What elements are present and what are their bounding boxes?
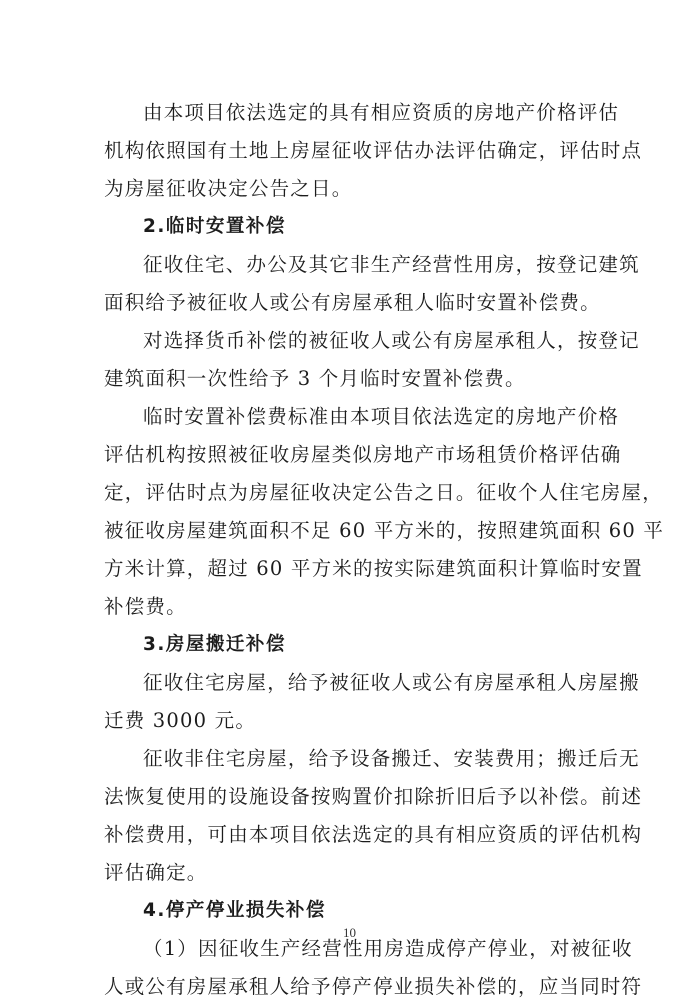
document-body xyxy=(104,94,665,1006)
section-heading: 2.临时安置补偿 xyxy=(143,216,286,237)
section-heading: 4.停产停业损失补偿 xyxy=(143,900,326,921)
paragraph-line: 由本项目依法选定的具有相应资质的房地产价格评估 xyxy=(143,101,620,124)
paragraph-line: 定，评估时点为房屋征收决定公告之日。征收个人住宅房屋， xyxy=(104,481,663,504)
page-number: 10 xyxy=(343,925,356,940)
paragraph-line: 方米计算，超过 60 平方米的按实际建筑面积计算临时安置 xyxy=(104,557,643,580)
paragraph-line: 补偿费。 xyxy=(104,595,187,618)
paragraph-line: 征收住宅、办公及其它非生产经营性用房，按登记建筑 xyxy=(143,253,640,276)
paragraph-line: 征收住宅房屋，给予被征收人或公有房屋承租人房屋搬 xyxy=(143,671,640,694)
paragraph-line: 建筑面积一次性给予 3 个月临时安置补偿费。 xyxy=(104,367,526,390)
paragraph-line: 临时安置补偿费标准由本项目依法选定的房地产价格 xyxy=(143,405,620,428)
paragraph-line: 被征收房屋建筑面积不足 60 平方米的，按照建筑面积 60 平 xyxy=(104,519,665,542)
section-heading: 3.房屋搬迁补偿 xyxy=(143,634,286,655)
paragraph-line: 法恢复使用的设施设备按购置价扣除折旧后予以补偿。前述 xyxy=(104,785,643,808)
paragraph-line: 为房屋征收决定公告之日。 xyxy=(104,177,353,200)
paragraph-line: 评估确定。 xyxy=(104,861,208,884)
paragraph-line: （1）因征收生产经营性用房造成停产停业，对被征收 xyxy=(143,937,633,960)
paragraph-line: 人或公有房屋承租人给予停产停业损失补偿的，应当同时符 xyxy=(104,975,643,998)
paragraph-line: 对选择货币补偿的被征收人或公有房屋承租人，按登记 xyxy=(143,329,640,352)
paragraph-line: 迁费 3000 元。 xyxy=(104,709,257,732)
paragraph-line: 评估机构按照被征收房屋类似房地产市场租赁价格评估确 xyxy=(104,443,622,466)
paragraph-line: 补偿费用，可由本项目依法选定的具有相应资质的评估机构 xyxy=(104,823,643,846)
paragraph-line: 征收非住宅房屋，给予设备搬迁、安装费用；搬迁后无 xyxy=(143,747,640,770)
paragraph-line: 面积给予被征收人或公有房屋承租人临时安置补偿费。 xyxy=(104,291,601,314)
paragraph-line: 机构依照国有土地上房屋征收评估办法评估确定，评估时点 xyxy=(104,139,643,162)
